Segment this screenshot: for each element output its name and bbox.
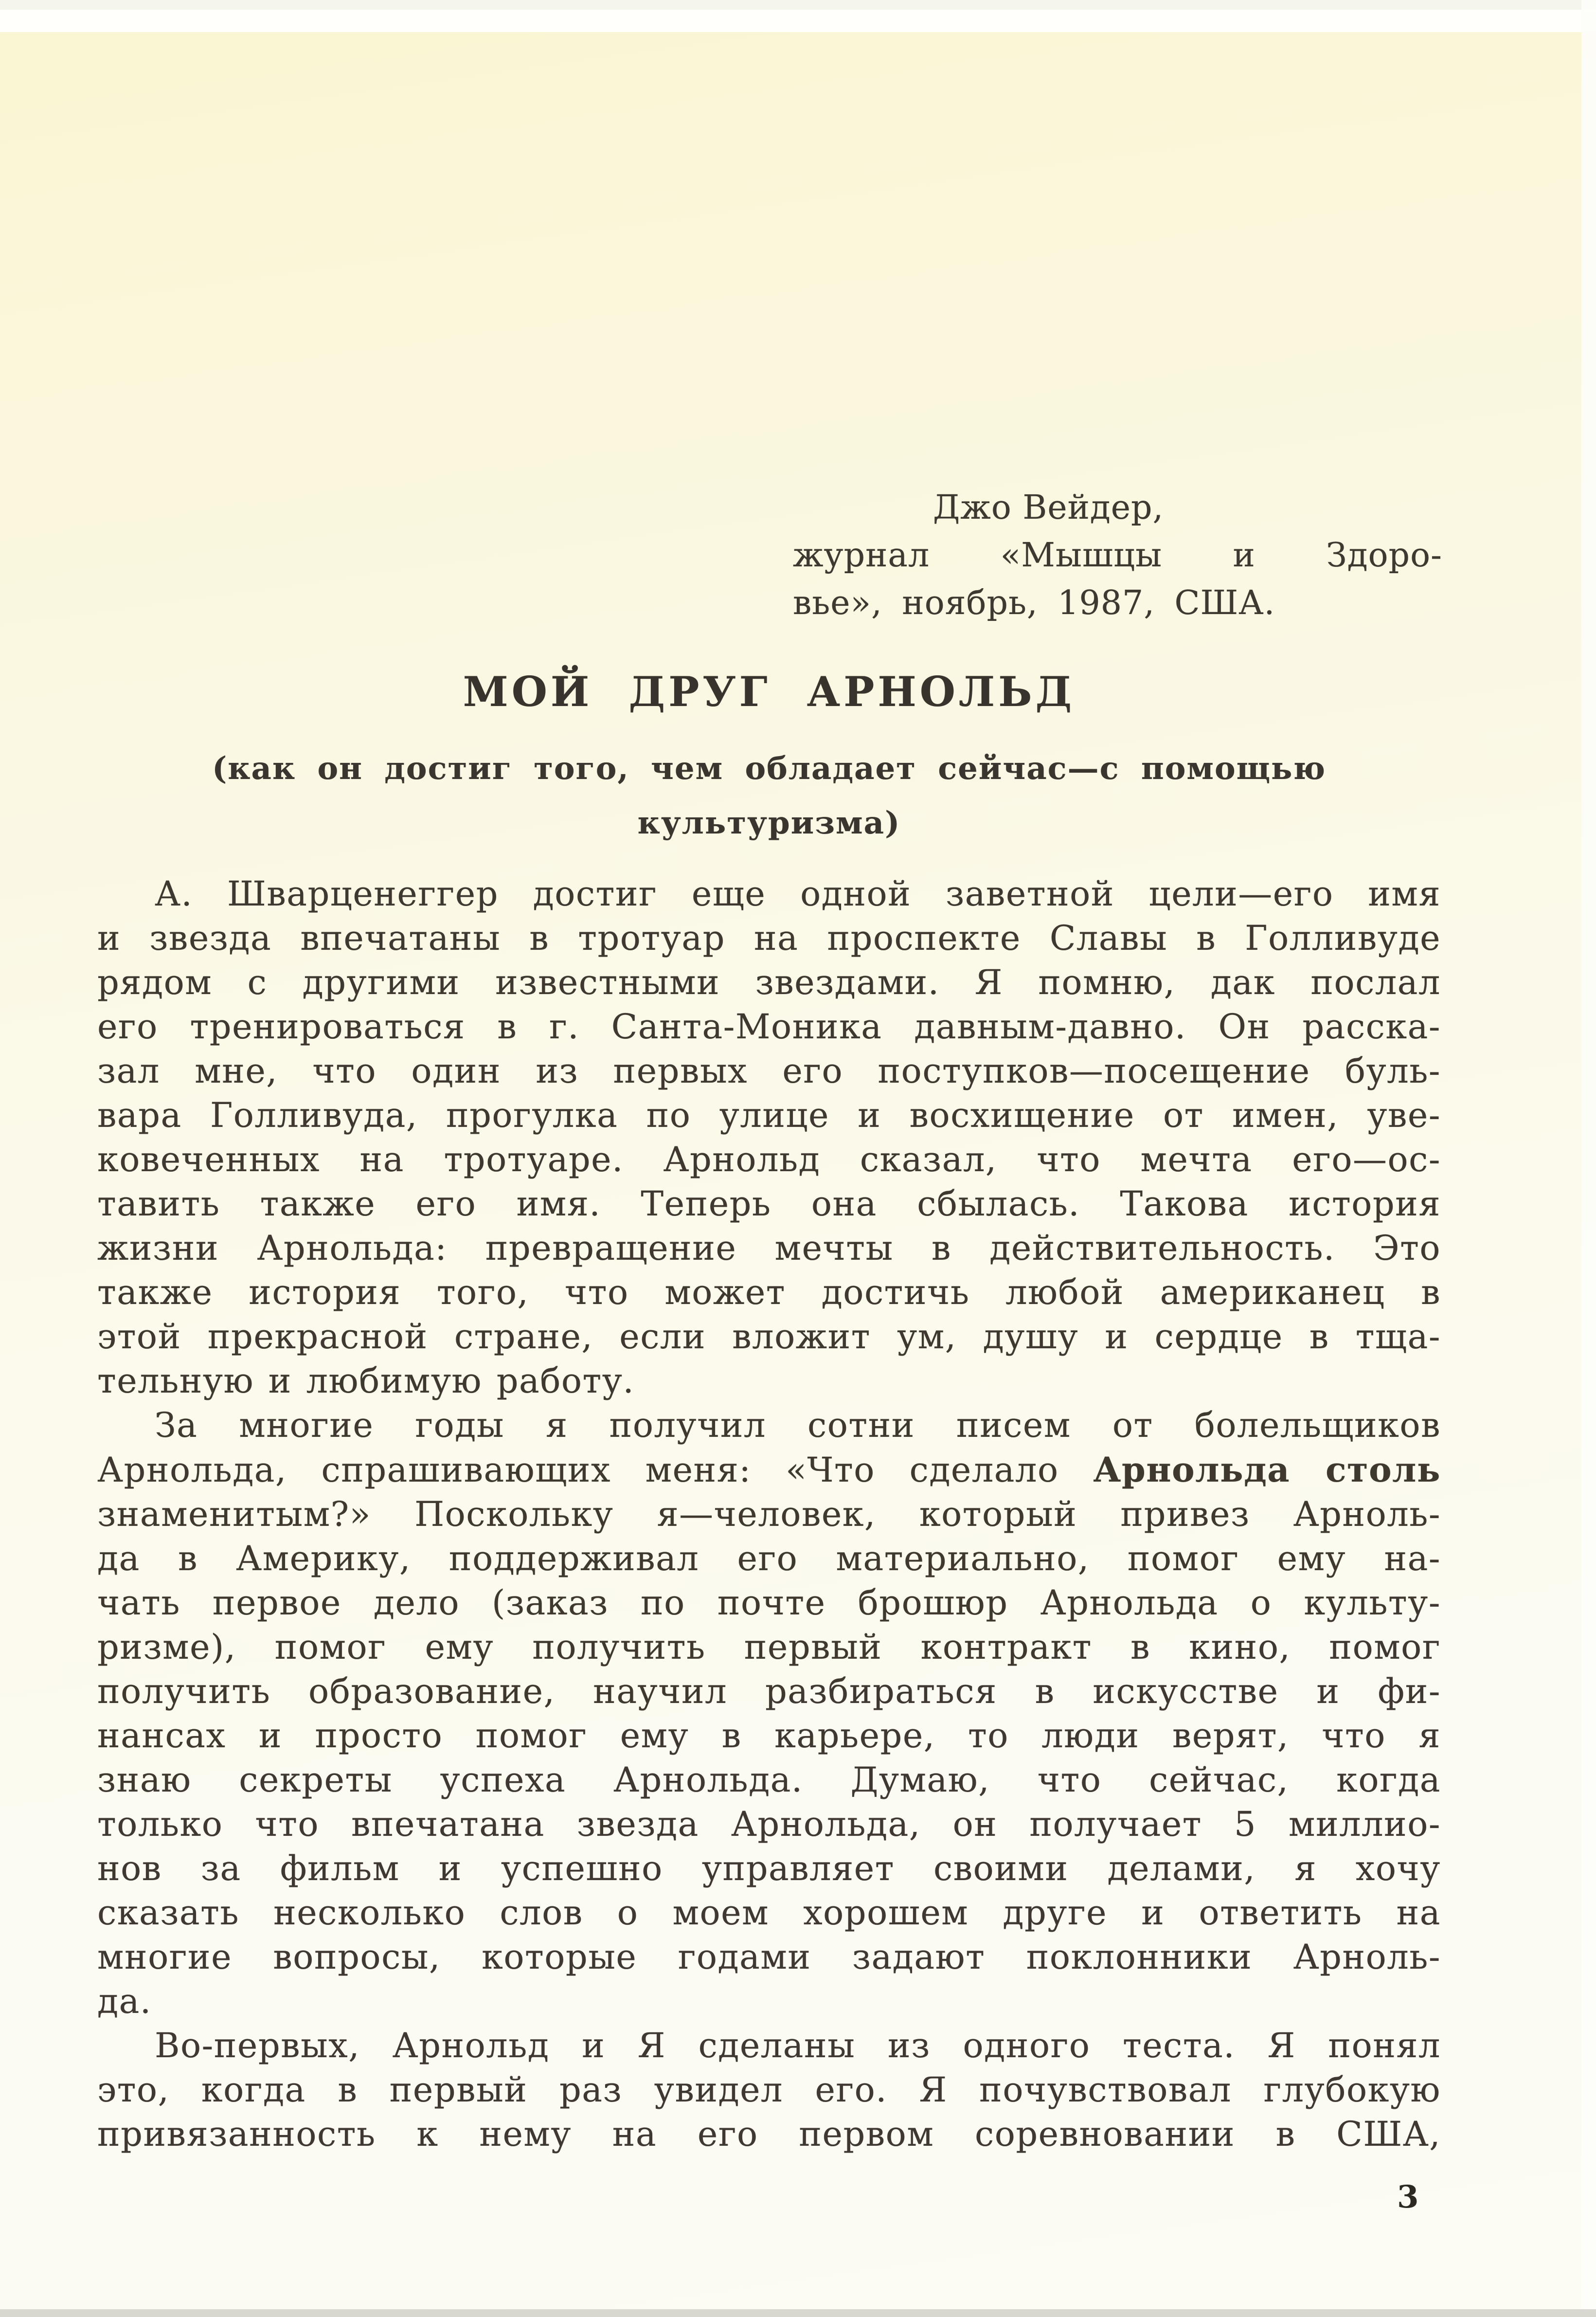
text-line: многие вопросы, которые годами задают поклонники Арноль- bbox=[97, 1937, 1441, 1977]
article-title: МОЙ ДРУГ АРНОЛЬД bbox=[463, 668, 1076, 716]
attribution-author: Джо Вейдер, bbox=[933, 489, 1164, 527]
text-line: жизни Арнольда: превращение мечты в действительность. Это bbox=[97, 1228, 1441, 1268]
text-line: и звезда впечатаны в тротуар на проспекте Славы в Голливуде bbox=[97, 918, 1441, 958]
scan-artifact-right-edge bbox=[1581, 0, 1596, 2317]
scan-artifact-top-edge bbox=[0, 0, 1596, 10]
text-line: рядом с другими известными звездами. Я помню, дак послал bbox=[97, 962, 1441, 1002]
paragraph bbox=[97, 1403, 1441, 2024]
text-line: За многие годы я получил сотни писем от болельщиков bbox=[155, 1405, 1441, 1445]
subtitle-line: культуризма) bbox=[637, 805, 901, 841]
text-line: Во-первых, Арнольд и Я сделаны из одного теста. Я понял bbox=[155, 2026, 1441, 2065]
text-line: также история того, что может достичь любой американец в bbox=[97, 1272, 1441, 1312]
text-line: чать первое дело (заказ по почте брошюр Арнольда о культу- bbox=[97, 1583, 1441, 1623]
scan-artifact-bottom-edge bbox=[0, 2309, 1596, 2317]
attribution-block bbox=[793, 484, 1442, 627]
text-line: знаю секреты успеха Арнольда. Думаю, что сейчас, когда bbox=[97, 1760, 1441, 1800]
text-line: знаменитым?» Поскольку я—человек, который привез Арноль- bbox=[97, 1494, 1441, 1534]
text-line: тавить также его имя. Теперь она сбылась. Такова история bbox=[97, 1184, 1441, 1224]
text-line: ковеченных на тротуаре. Арнольд сказал, что мечта его—ос- bbox=[97, 1140, 1441, 1179]
text-line: зал мне, что один из первых его поступков—посещение буль- bbox=[97, 1051, 1441, 1091]
text-line: да. bbox=[97, 1981, 152, 2021]
text-line: его тренироваться в г. Санта-Моника давным-давно. Он расска- bbox=[97, 1007, 1441, 1047]
text-line: это, когда в первый раз увидел его. Я почувствовал глубокую bbox=[97, 2070, 1441, 2110]
text-line: да в Америку, поддерживал его материально, помог ему на- bbox=[97, 1539, 1441, 1578]
text-line: сказать несколько слов о моем хорошем друге и ответить на bbox=[97, 1893, 1441, 1933]
text-line: Арнольда, спрашивающих меня: «Что сделало Арнольда столь bbox=[97, 1449, 1441, 1490]
article-subtitle bbox=[97, 742, 1441, 851]
text-line: получить образование, научил разбираться в искусстве и фи- bbox=[97, 1671, 1441, 1711]
text-line: только что впечатана звезда Арнольда, он получает 5 миллио- bbox=[97, 1804, 1441, 1844]
text-line: вара Голливуда, прогулка по улице и восхищение от имен, уве- bbox=[97, 1095, 1441, 1135]
text-line: ризме), помог ему получить первый контракт в кино, помог bbox=[97, 1627, 1441, 1667]
page-number: 3 bbox=[1397, 2179, 1419, 2215]
paragraph bbox=[97, 872, 1441, 1403]
attribution-date-line: вье», ноябрь, 1987, США. bbox=[793, 584, 1275, 622]
subtitle-line: (как он достиг того, чем обладает сейчас—с помощью bbox=[212, 750, 1327, 787]
text-line: А. Шварценеггер достиг еще одной заветной цели—его имя bbox=[155, 874, 1441, 914]
text-line: нов за фильм и успешно управляет своими делами, я хочу bbox=[97, 1848, 1441, 1888]
paragraph bbox=[97, 2024, 1441, 2156]
body-text bbox=[97, 872, 1441, 2156]
scan-artifact-white-band bbox=[0, 10, 1596, 32]
text-line: нансах и просто помог ему в карьере, то люди верят, что я bbox=[97, 1716, 1441, 1756]
text-line: тельную и любимую работу. bbox=[97, 1361, 635, 1401]
text-line: этой прекрасной стране, если вложит ум, душу и сердце в тща- bbox=[97, 1317, 1441, 1357]
attribution-source-line: журнал «Мышцы и Здоро- bbox=[793, 536, 1442, 575]
text-line: привязанность к нему на его первом соревновании в США, bbox=[97, 2114, 1441, 2154]
